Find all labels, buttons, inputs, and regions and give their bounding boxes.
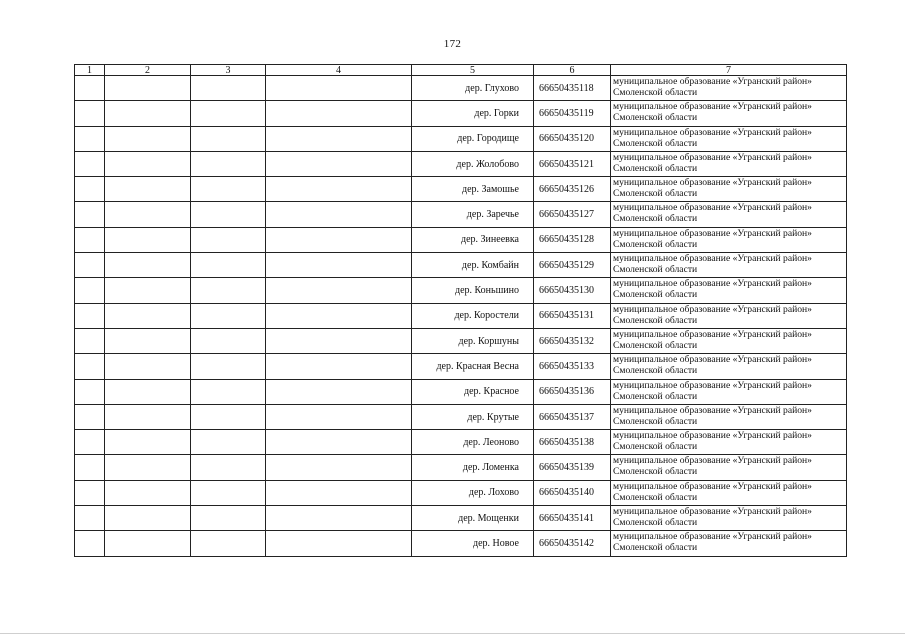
- table-row: [75, 202, 847, 227]
- okato-code-cell: 66650435136: [534, 379, 611, 404]
- owner-cell: [611, 354, 847, 379]
- settlement-name-cell: дер. Леоново: [412, 430, 534, 455]
- owner-cell: [611, 76, 847, 101]
- owner-line-1: муниципальное образование «Угранский район»: [613, 404, 812, 416]
- owner-line-2: Смоленской области: [613, 314, 698, 326]
- table-row: [75, 531, 847, 556]
- owner-line-1: муниципальное образование «Угранский район»: [613, 101, 812, 113]
- empty-cell-col-3: [191, 455, 266, 480]
- owner-line-2: Смоленской области: [613, 390, 698, 402]
- owner-line-1: муниципальное образование «Угранский район»: [613, 253, 812, 265]
- settlement-name-cell: дер. Жолобово: [412, 151, 534, 176]
- empty-cell-col-2: [105, 404, 191, 429]
- empty-cell-col-1: [75, 404, 105, 429]
- empty-cell-col-3: [191, 202, 266, 227]
- empty-cell-col-4: [266, 227, 412, 252]
- owner-line-1: муниципальное образование «Угранский район»: [613, 506, 812, 518]
- okato-code-cell: 66650435121: [534, 151, 611, 176]
- table-row: [75, 151, 847, 176]
- owner-cell: [611, 430, 847, 455]
- table-row: [75, 455, 847, 480]
- table-header: [75, 65, 847, 76]
- owner-line-1: муниципальное образование «Угранский район»: [613, 126, 812, 138]
- table-row: [75, 379, 847, 404]
- empty-cell-col-3: [191, 101, 266, 126]
- okato-code-cell: 66650435129: [534, 253, 611, 278]
- owner-line-2: Смоленской области: [613, 87, 698, 98]
- owner-line-1: муниципальное образование «Угранский район»: [613, 379, 812, 391]
- table-row: [75, 227, 847, 252]
- okato-code-cell: 66650435141: [534, 506, 611, 531]
- okato-code-cell: 66650435140: [534, 480, 611, 505]
- settlement-name-cell: дер. Крутые: [412, 404, 534, 429]
- owner-line-2: Смоленской области: [613, 542, 698, 554]
- page-number: 172: [443, 38, 462, 50]
- table-row: [75, 76, 847, 101]
- owner-line-2: Смоленской области: [613, 365, 698, 377]
- empty-cell-col-3: [191, 379, 266, 404]
- empty-cell-col-1: [75, 531, 105, 556]
- table-row: [75, 430, 847, 455]
- owner-cell: [611, 303, 847, 328]
- table-row: [75, 354, 847, 379]
- empty-cell-col-2: [105, 151, 191, 176]
- owner-line-1: муниципальное образование «Угранский район»: [613, 303, 812, 315]
- owner-line-2: Смоленской области: [613, 238, 698, 250]
- owner-line-1: муниципальное образование «Угранский район»: [613, 328, 812, 340]
- empty-cell-col-1: [75, 430, 105, 455]
- empty-cell-col-3: [191, 151, 266, 176]
- empty-cell-col-3: [191, 177, 266, 202]
- table-row: [75, 126, 847, 151]
- empty-cell-col-1: [75, 101, 105, 126]
- owner-cell: [611, 177, 847, 202]
- settlement-name-cell: дер. Зинеевка: [412, 227, 534, 252]
- empty-cell-col-1: [75, 76, 105, 101]
- table-row: [75, 253, 847, 278]
- empty-cell-col-3: [191, 126, 266, 151]
- settlement-name-cell: дер. Лохово: [412, 480, 534, 505]
- column-header-6: 6: [534, 65, 611, 76]
- empty-cell-col-2: [105, 531, 191, 556]
- empty-cell-col-1: [75, 379, 105, 404]
- empty-cell-col-2: [105, 202, 191, 227]
- empty-cell-col-4: [266, 76, 412, 101]
- okato-code-cell: 66650435137: [534, 404, 611, 429]
- empty-cell-col-3: [191, 430, 266, 455]
- table-row: [75, 480, 847, 505]
- column-header-3: 3: [191, 65, 266, 76]
- owner-line-1: муниципальное образование «Угранский район»: [613, 177, 812, 189]
- empty-cell-col-4: [266, 354, 412, 379]
- scan-edge-line: [0, 633, 905, 634]
- empty-cell-col-2: [105, 177, 191, 202]
- empty-cell-col-4: [266, 455, 412, 480]
- empty-cell-col-3: [191, 354, 266, 379]
- owner-line-2: Смоленской области: [613, 188, 698, 200]
- empty-cell-col-1: [75, 354, 105, 379]
- owner-line-1: муниципальное образование «Угранский район»: [613, 430, 812, 442]
- owner-cell: [611, 404, 847, 429]
- empty-cell-col-3: [191, 253, 266, 278]
- settlement-name-cell: дер. Красная Весна: [412, 354, 534, 379]
- empty-cell-col-3: [191, 404, 266, 429]
- settlement-name-cell: дер. Мощенки: [412, 506, 534, 531]
- empty-cell-col-1: [75, 278, 105, 303]
- okato-code-cell: 66650435118: [534, 76, 611, 101]
- owner-line-2: Смоленской области: [613, 112, 698, 124]
- empty-cell-col-3: [191, 328, 266, 353]
- owner-line-2: Смоленской области: [613, 213, 698, 225]
- owner-cell: [611, 455, 847, 480]
- owner-line-2: Смоленской области: [613, 441, 698, 453]
- empty-cell-col-2: [105, 328, 191, 353]
- settlement-name-cell: дер. Заречье: [412, 202, 534, 227]
- empty-cell-col-2: [105, 430, 191, 455]
- empty-cell-col-4: [266, 253, 412, 278]
- owner-cell: [611, 227, 847, 252]
- owner-line-1: муниципальное образование «Угранский район»: [613, 202, 812, 214]
- table-row: [75, 303, 847, 328]
- owner-line-2: Смоленской области: [613, 491, 698, 503]
- empty-cell-col-4: [266, 126, 412, 151]
- empty-cell-col-1: [75, 480, 105, 505]
- table-row: [75, 101, 847, 126]
- empty-cell-col-4: [266, 278, 412, 303]
- table-row: [75, 404, 847, 429]
- okato-code-cell: 66650435133: [534, 354, 611, 379]
- owner-line-2: Смоленской области: [613, 162, 698, 174]
- empty-cell-col-2: [105, 253, 191, 278]
- empty-cell-col-4: [266, 101, 412, 126]
- table-row: [75, 506, 847, 531]
- empty-cell-col-2: [105, 379, 191, 404]
- empty-cell-col-2: [105, 76, 191, 101]
- settlement-name-cell: дер. Коньшино: [412, 278, 534, 303]
- settlement-name-cell: дер. Красное: [412, 379, 534, 404]
- okato-code-cell: 66650435120: [534, 126, 611, 151]
- register-table: [74, 64, 847, 557]
- empty-cell-col-4: [266, 303, 412, 328]
- settlement-name-cell: дер. Горки: [412, 101, 534, 126]
- owner-line-1: муниципальное образование «Угранский район»: [613, 531, 812, 543]
- settlement-name-cell: дер. Глухово: [412, 76, 534, 101]
- empty-cell-col-4: [266, 328, 412, 353]
- okato-code-cell: 66650435139: [534, 455, 611, 480]
- settlement-name-cell: дер. Замошье: [412, 177, 534, 202]
- settlement-name-cell: дер. Коростели: [412, 303, 534, 328]
- empty-cell-col-1: [75, 506, 105, 531]
- table-row: [75, 278, 847, 303]
- owner-cell: [611, 379, 847, 404]
- column-header-1: 1: [75, 65, 105, 76]
- empty-cell-col-4: [266, 404, 412, 429]
- owner-line-2: Смоленской области: [613, 264, 698, 276]
- table-row: [75, 328, 847, 353]
- owner-cell: [611, 253, 847, 278]
- owner-line-1: муниципальное образование «Угранский район»: [613, 455, 812, 467]
- owner-line-2: Смоленской области: [613, 137, 698, 149]
- settlement-name-cell: дер. Коршуны: [412, 328, 534, 353]
- okato-code-cell: 66650435132: [534, 328, 611, 353]
- column-header-4: 4: [266, 65, 412, 76]
- owner-line-1: муниципальное образование «Угранский район»: [613, 354, 812, 366]
- column-header-7: 7: [611, 65, 847, 76]
- empty-cell-col-1: [75, 151, 105, 176]
- empty-cell-col-4: [266, 531, 412, 556]
- empty-cell-col-4: [266, 202, 412, 227]
- owner-cell: [611, 126, 847, 151]
- empty-cell-col-4: [266, 480, 412, 505]
- settlement-name-cell: дер. Новое: [412, 531, 534, 556]
- owner-cell: [611, 480, 847, 505]
- empty-cell-col-2: [105, 278, 191, 303]
- owner-line-2: Смоленской области: [613, 466, 698, 478]
- owner-cell: [611, 531, 847, 556]
- empty-cell-col-3: [191, 303, 266, 328]
- owner-line-2: Смоленской области: [613, 339, 698, 351]
- empty-cell-col-1: [75, 227, 105, 252]
- settlement-name-cell: дер. Комбайн: [412, 253, 534, 278]
- empty-cell-col-2: [105, 455, 191, 480]
- column-header-2: 2: [105, 65, 191, 76]
- empty-cell-col-4: [266, 506, 412, 531]
- empty-cell-col-1: [75, 303, 105, 328]
- empty-cell-col-1: [75, 177, 105, 202]
- empty-cell-col-1: [75, 202, 105, 227]
- empty-cell-col-2: [105, 227, 191, 252]
- empty-cell-col-2: [105, 101, 191, 126]
- owner-line-1: муниципальное образование «Угранский район»: [613, 227, 812, 239]
- empty-cell-col-1: [75, 455, 105, 480]
- owner-line-2: Смоленской области: [613, 289, 698, 301]
- okato-code-cell: 66650435126: [534, 177, 611, 202]
- empty-cell-col-2: [105, 354, 191, 379]
- table-body: [75, 76, 847, 557]
- empty-cell-col-4: [266, 177, 412, 202]
- okato-code-cell: 66650435119: [534, 101, 611, 126]
- empty-cell-col-3: [191, 480, 266, 505]
- empty-cell-col-2: [105, 303, 191, 328]
- owner-cell: [611, 506, 847, 531]
- okato-code-cell: 66650435127: [534, 202, 611, 227]
- empty-cell-col-4: [266, 151, 412, 176]
- owner-cell: [611, 278, 847, 303]
- okato-code-cell: 66650435142: [534, 531, 611, 556]
- owner-cell: [611, 328, 847, 353]
- empty-cell-col-1: [75, 253, 105, 278]
- empty-cell-col-4: [266, 379, 412, 404]
- okato-code-cell: 66650435128: [534, 227, 611, 252]
- okato-code-cell: 66650435138: [534, 430, 611, 455]
- empty-cell-col-3: [191, 278, 266, 303]
- column-header-5: 5: [412, 65, 534, 76]
- empty-cell-col-3: [191, 227, 266, 252]
- empty-cell-col-2: [105, 480, 191, 505]
- owner-line-1: муниципальное образование «Угранский район»: [613, 151, 812, 163]
- empty-cell-col-3: [191, 506, 266, 531]
- owner-line-1: муниципальное образование «Угранский район»: [613, 76, 812, 87]
- empty-cell-col-3: [191, 531, 266, 556]
- header-row: [75, 65, 847, 76]
- owner-line-1: муниципальное образование «Угранский район»: [613, 480, 812, 492]
- empty-cell-col-2: [105, 126, 191, 151]
- empty-cell-col-4: [266, 430, 412, 455]
- okato-code-cell: 66650435130: [534, 278, 611, 303]
- owner-cell: [611, 101, 847, 126]
- empty-cell-col-1: [75, 328, 105, 353]
- okato-code-cell: 66650435131: [534, 303, 611, 328]
- owner-line-1: муниципальное образование «Угранский район»: [613, 278, 812, 290]
- settlement-name-cell: дер. Ломенка: [412, 455, 534, 480]
- empty-cell-col-3: [191, 76, 266, 101]
- owner-cell: [611, 202, 847, 227]
- table-row: [75, 177, 847, 202]
- owner-line-2: Смоленской области: [613, 415, 698, 427]
- owner-line-2: Смоленской области: [613, 517, 698, 529]
- owner-cell: [611, 151, 847, 176]
- empty-cell-col-2: [105, 506, 191, 531]
- settlement-name-cell: дер. Городище: [412, 126, 534, 151]
- empty-cell-col-1: [75, 126, 105, 151]
